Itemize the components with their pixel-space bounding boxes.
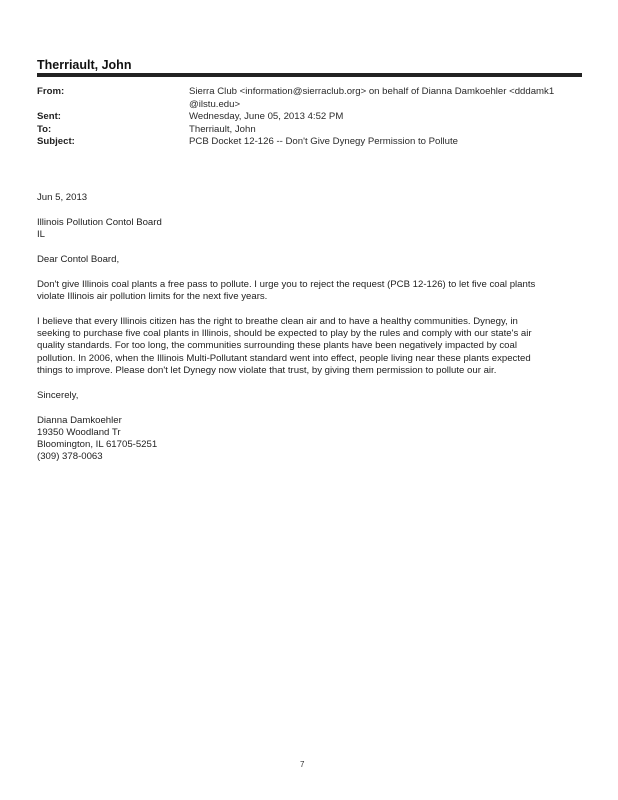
subject-value: PCB Docket 12-126 -- Don't Give Dynegy Permission to Pollute [189, 136, 458, 148]
paragraph-2-line1: I believe that every Illinois citizen has the right to breathe clean air and to have a healthy communities. Dynegy, in [37, 315, 518, 327]
subject-label: Subject: [37, 136, 75, 148]
paragraph-2 [37, 316, 582, 377]
signature-street: 19350 Woodland Tr [37, 426, 121, 438]
signature-city: Bloomington, IL 61705-5251 [37, 439, 158, 451]
spacer [37, 266, 582, 279]
page-number: 7 [300, 760, 305, 769]
sent-label: Sent: [37, 111, 61, 123]
to-row [37, 124, 584, 137]
signature-block [37, 415, 582, 464]
email-header [37, 86, 584, 149]
from-row [37, 86, 584, 111]
spacer [37, 377, 582, 390]
spacer [37, 241, 582, 254]
paragraph-2-line5: things to improve. Please don't let Dynegy now violate that trust, by giving them permission to pollute our air. [37, 364, 497, 376]
paragraph-2-line4: pollution. In 2006, when the Illinois Multi-Pollutant standard went into effect, people living near these plants expected [37, 352, 531, 364]
paragraph-1-line1: Don't give Illinois coal plants a free pass to pollute. I urge you to reject the request (PCB 12-126) to let five coal plants [37, 278, 536, 290]
spacer [37, 402, 582, 415]
from-value-line2: @ilstu.edu> [189, 98, 241, 110]
to-label: To: [37, 123, 52, 135]
from-value [189, 86, 584, 111]
email-body [37, 192, 582, 464]
from-value-line1: Sierra Club <information@sierraclub.org> on behalf of Dianna Damkoehler <dddamk1 [189, 86, 555, 97]
signature-phone: (309) 378-0063 [37, 451, 103, 463]
paragraph-2-line3: quality standards. For too long, the communities surrounding these plants have been negatively impacted by coal [37, 340, 517, 352]
from-label: From: [37, 86, 65, 97]
sender-name: Therriault, John [37, 58, 132, 72]
paragraph-2-line2: seeking to purchase five coal plants in Illinois, should be expected to play by the rules and comply with our state's air [37, 328, 532, 340]
paragraph-1-line2: violate Illinois air pollution limits for the next five years. [37, 290, 268, 302]
paragraph-1 [37, 279, 582, 304]
spacer [37, 204, 582, 217]
sent-value: Wednesday, June 05, 2013 4:52 PM [189, 111, 344, 123]
recipient-line1: Illinois Pollution Contol Board [37, 216, 162, 228]
subject-row [37, 136, 584, 149]
to-value: Therriault, John [189, 123, 256, 135]
recipient-line2: IL [37, 229, 46, 241]
spacer [37, 303, 582, 316]
header-rule [37, 73, 582, 77]
email-date: Jun 5, 2013 [37, 192, 88, 203]
salutation: Dear Contol Board, [37, 253, 120, 265]
sent-row [37, 111, 584, 124]
signature-name: Dianna Damkoehler [37, 414, 122, 426]
closing: Sincerely, [37, 389, 79, 401]
